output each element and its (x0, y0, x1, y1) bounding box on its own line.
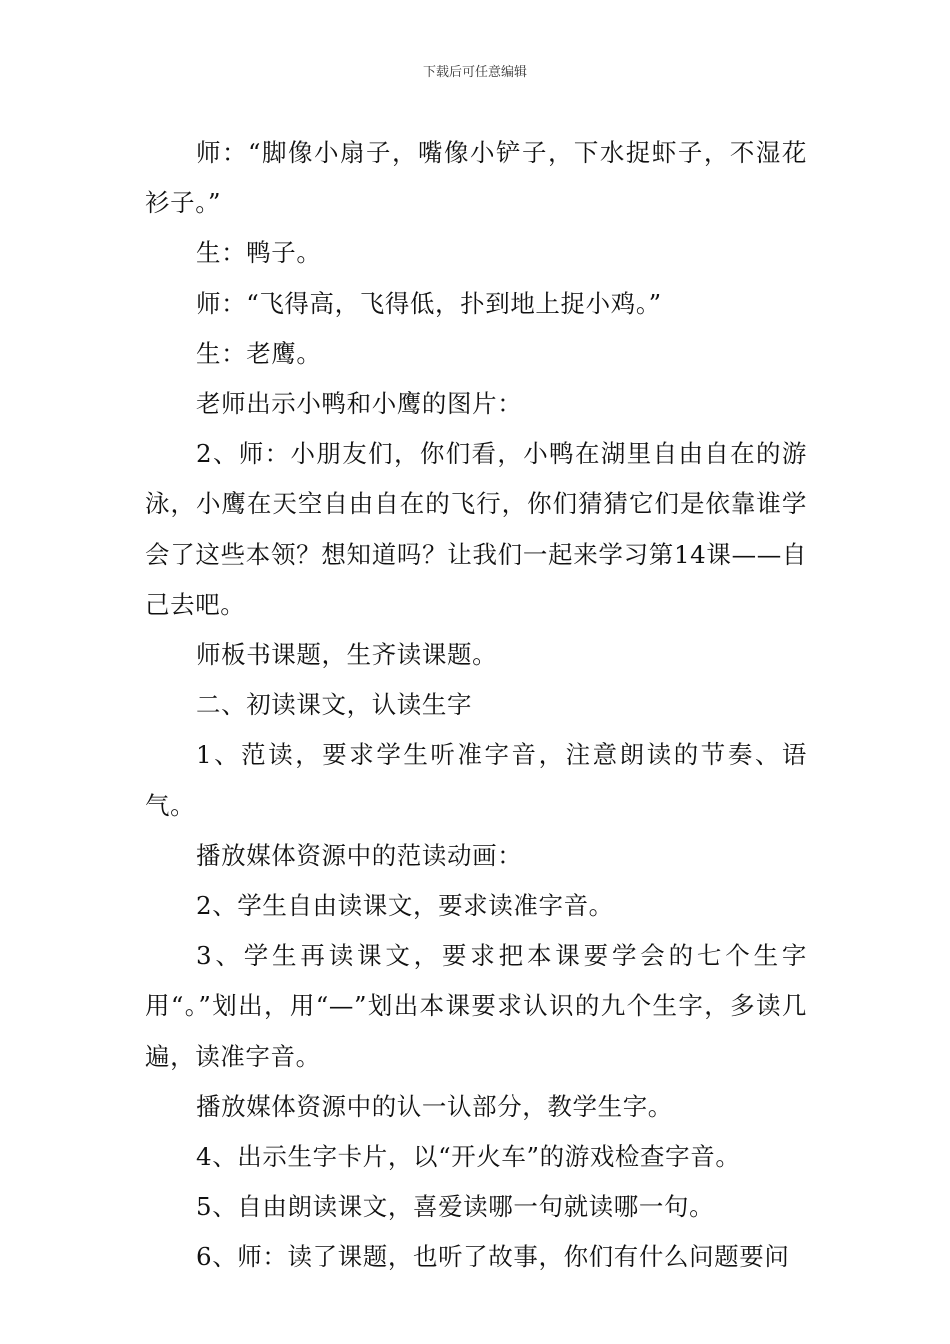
section-heading: 二、初读课文，认读生字 (196, 690, 473, 720)
paragraph-answer-eagle: 生：老鹰。 (196, 338, 322, 368)
paragraph-play-animation: 播放媒体资源中的范读动画： (196, 840, 523, 870)
paragraph-step-6: 6、师：读了课题，也听了故事，你们有什么问题要问 (196, 1242, 790, 1272)
paragraph-play-recognize: 播放媒体资源中的认一认部分，教学生字。 (196, 1091, 673, 1121)
paragraph-step-3: 3、学生再读课文，要求把本课要学会的七个生字用“。”划出，用“—”划出本课要求认识的九个生字，多读几遍，读准字音。 (145, 941, 807, 1071)
paragraph-riddle-eagle: 师：“飞得高，飞得低，扑到地上捉小鸡。” (196, 288, 662, 318)
document-body (145, 128, 807, 1283)
paragraph-step-4: 4、出示生字卡片，以“开火车”的游戏检查字音。 (196, 1142, 741, 1172)
paragraph-step-5: 5、自由朗读课文，喜爱读哪一句就读哪一句。 (196, 1192, 715, 1222)
paragraph-board-title: 师板书课题，生齐读课题。 (196, 640, 498, 670)
page-header: 下载后可任意编辑 (422, 65, 527, 80)
paragraph-show-pictures: 老师出示小鸭和小鹰的图片： (196, 389, 523, 419)
paragraph-riddle-duck: 师：“脚像小扇子，嘴像小铲子，下水捉虾子，不湿花衫子。” (145, 138, 807, 218)
paragraph-intro-lesson: 2、师：小朋友们，你们看，小鸭在湖里自由自在的游泳，小鹰在天空自由自在的飞行，你们猜猜它们是依靠谁学会了这些本领？想知道吗？让我们一起来学习第14课——自己去吧。 (145, 439, 807, 619)
paragraph-step-1: 1、范读，要求学生听准字音，注意朗读的节奏、语气。 (145, 740, 807, 820)
paragraph-answer-duck: 生：鸭子。 (196, 238, 322, 268)
paragraph-step-2: 2、学生自由读课文，要求读准字音。 (196, 891, 614, 921)
